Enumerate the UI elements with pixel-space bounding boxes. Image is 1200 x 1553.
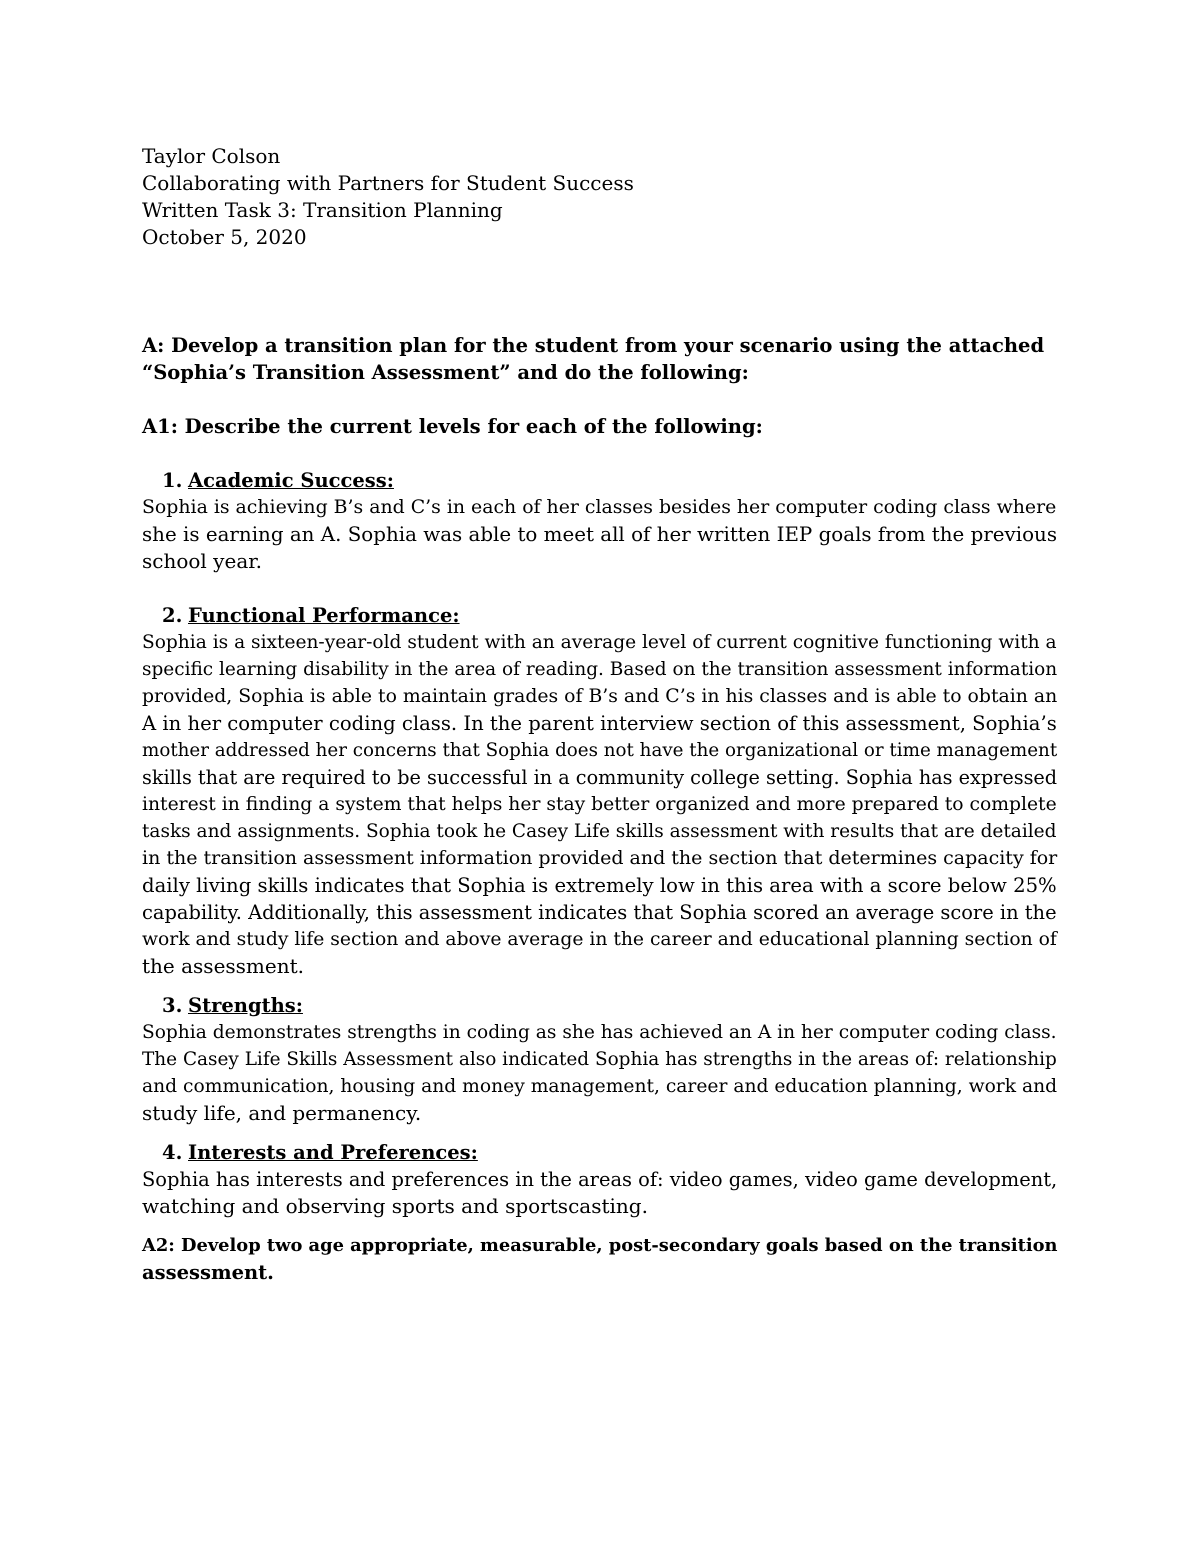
section-a2-heading-line1: A2: Develop two age appropriate, measurable, post-secondary goals based on the transition [142,1235,1058,1256]
paragraph-line: tasks and assignments. Sophia took he Casey Life skills assessment with results that are detailed [142,821,1057,842]
list-item-strengths [142,992,1062,1127]
paragraph-line: in the transition assessment information provided and the section that determines capacity for [142,847,1058,869]
paragraph-line: The Casey Life Skills Assessment also indicated Sophia has strengths in the areas of: relationship [142,1049,1057,1070]
author-name: Taylor Colson [142,144,281,168]
list-item-functional-performance [142,602,1062,980]
list-item-number: 4. [162,1141,183,1164]
paragraph-line: and communication, housing and money management, career and education planning, work and [142,1076,1058,1097]
paragraph-line: daily living skills indicates that Sophia is extremely low in this area with a score below 25% [142,874,1057,897]
document-date: October 5, 2020 [142,225,307,249]
paragraph-line: A in her computer coding class. In the parent interview section of this assessment, Sophia’s [142,712,1057,735]
paragraph-line: Sophia demonstrates strengths in coding as she has achieved an A in her computer coding class. [142,1022,1057,1043]
list-item-academic-success [142,467,1062,575]
paragraph-line: she is earning an A. Sophia was able to meet all of her written IEP goals from the previous [142,523,1058,546]
paragraph-line: the assessment. [142,954,305,978]
paragraph-line: study life, and permanency. [142,1101,422,1125]
paragraph-line: skills that are required to be successful in a community college setting. Sophia has expressed [142,766,1058,789]
list-item-heading [142,602,1062,629]
list-item-title: Strengths: [188,994,303,1017]
list-item-title: Interests and Preferences: [188,1141,478,1164]
list-item-heading [142,1139,1062,1166]
paragraph-line: mother addressed her concerns that Sophia does not have the organizational or time management [142,740,1058,761]
section-a2-heading-line2: assessment. [142,1261,274,1284]
document-page [142,143,1062,1286]
paragraph-line: Sophia has interests and preferences in the areas of: video games, video game development, [142,1168,1058,1191]
paragraph-line: work and study life section and above average in the career and educational planning section of [142,929,1057,950]
list-item-heading [142,992,1062,1019]
paragraph-line: provided, Sophia is able to maintain grades of B’s and C’s in his classes and is able to obtain an [142,686,1058,707]
list-item-number: 1. [162,469,183,492]
section-a-heading-line2: “Sophia’s Transition Assessment” and do the following: [142,361,749,384]
list-item-number: 2. [162,604,183,627]
paragraph-line: Sophia is a sixteen-year-old student with an average level of current cognitive functioning with a [142,632,1057,653]
list-item-title: Academic Success: [188,469,394,492]
paragraph-line: school year. [142,549,262,573]
list-item-number: 3. [162,994,183,1017]
list-item-interests-preferences [142,1139,1062,1220]
list-item-title: Functional Performance: [188,604,460,627]
paragraph-line: watching and observing sports and sportscasting. [142,1194,648,1218]
list-item-heading [142,467,1062,494]
paragraph-line: interest in finding a system that helps her stay better organized and more prepared to complete [142,794,1057,815]
task-title: Written Task 3: Transition Planning [142,198,503,222]
paragraph-line: Sophia is achieving B’s and C’s in each of her classes besides her computer coding class where [142,496,1057,518]
course-title: Collaborating with Partners for Student Success [142,171,634,195]
section-a-heading-line1: A: Develop a transition plan for the student from your scenario using the attached [142,334,1045,357]
paragraph-line: specific learning disability in the area of reading. Based on the transition assessment information [142,659,1058,680]
paragraph-line: capability. Additionally, this assessment indicates that Sophia scored an average score in the [142,901,1057,924]
section-a1-heading: A1: Describe the current levels for each of the following: [142,415,763,438]
